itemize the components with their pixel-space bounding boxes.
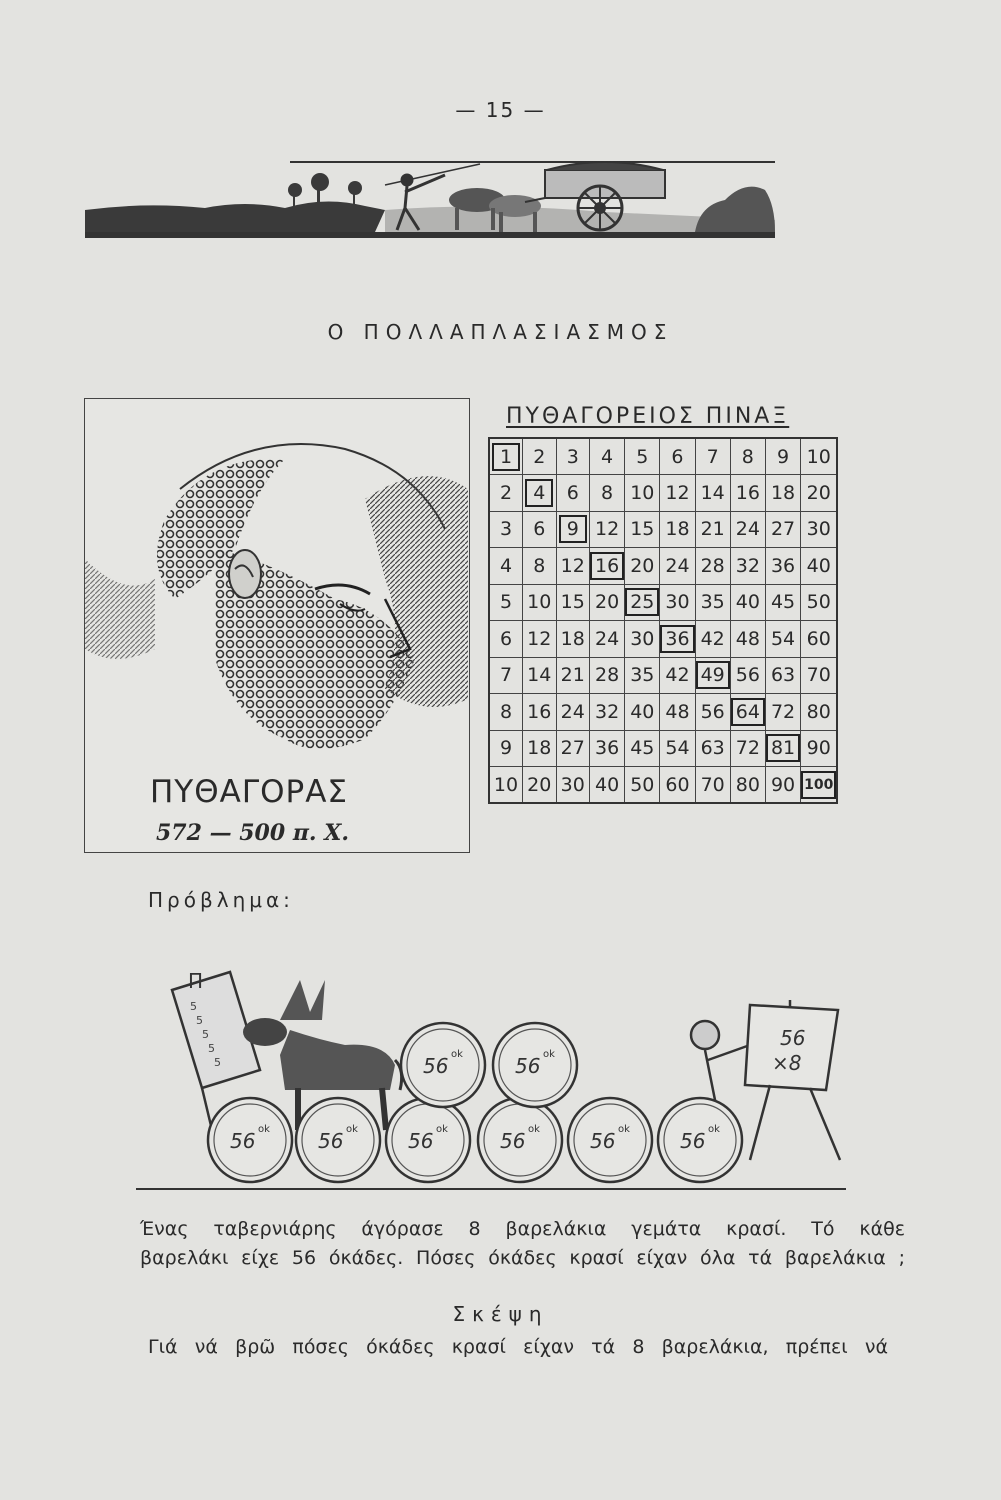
- table-cell: [489, 730, 523, 767]
- table-row: [489, 475, 837, 512]
- table-cell: [523, 548, 557, 585]
- table-row: [489, 511, 837, 548]
- diagonal-square-value: 9: [559, 515, 587, 543]
- barrel-label: 56: [680, 1129, 706, 1153]
- cell-value: 18: [527, 737, 552, 760]
- cell-value: 72: [735, 737, 760, 760]
- svg-text:5: 5: [196, 1014, 203, 1027]
- cell-value: 45: [770, 591, 796, 614]
- table-cell: [801, 584, 838, 621]
- cell-value: 18: [560, 627, 585, 650]
- cell-value: 48: [735, 627, 760, 650]
- table-cell: [489, 584, 523, 621]
- table-cell: [765, 548, 800, 585]
- table-cell: [625, 767, 660, 804]
- table-cell: [730, 730, 765, 767]
- cell-value: 8: [533, 554, 546, 577]
- cell-value: 40: [630, 700, 655, 723]
- table-cell: [556, 438, 590, 475]
- cell-value: 50: [806, 591, 831, 614]
- portrait-dates: 572 — 500 π. Χ.: [156, 820, 349, 846]
- cell-value: 35: [630, 664, 655, 687]
- cell-value: 30: [560, 773, 585, 796]
- problem-label: Πρόβλημα:: [148, 888, 294, 912]
- svg-text:5: 5: [190, 1000, 197, 1013]
- barrel-label: 56: [515, 1054, 541, 1078]
- table-cell: [523, 511, 557, 548]
- portrait-caption: ΠΥΘΑΓΟΡΑΣ: [150, 774, 349, 810]
- table-cell: [489, 694, 523, 731]
- cell-value: 80: [735, 773, 760, 796]
- cell-value: 40: [735, 591, 760, 614]
- table-cell: [765, 657, 800, 694]
- table-cell: [730, 584, 765, 621]
- cell-value: 60: [665, 773, 690, 796]
- table-cell: [523, 694, 557, 731]
- barrel-label: 56: [318, 1129, 344, 1153]
- table-cell: [730, 438, 765, 475]
- table-cell: [801, 694, 838, 731]
- table-cell: [695, 694, 730, 731]
- table-cell: [590, 511, 625, 548]
- cell-value: 24: [560, 700, 585, 723]
- cell-value: 14: [527, 664, 552, 687]
- cell-value: 6: [566, 481, 579, 504]
- cell-value: 18: [770, 481, 796, 504]
- barrel-unit: ok: [258, 1124, 270, 1135]
- cell-value: 15: [630, 518, 655, 541]
- table-row: [489, 657, 837, 694]
- table-cell: [489, 548, 523, 585]
- table-cell: [489, 475, 523, 512]
- table-cell: [556, 657, 590, 694]
- table-cell: [523, 438, 557, 475]
- table-cell: [489, 438, 523, 475]
- table-cell: [556, 511, 590, 548]
- table-cell: [695, 584, 730, 621]
- table-row: [489, 767, 837, 804]
- diagonal-square-value: 81: [766, 734, 800, 762]
- barrel-unit: ok: [543, 1049, 555, 1060]
- barrel: [208, 1098, 292, 1182]
- table-row: [489, 730, 837, 767]
- cell-value: 12: [665, 481, 690, 504]
- table-cell: [730, 511, 765, 548]
- cell-value: 27: [560, 737, 585, 760]
- table-cell: [801, 511, 838, 548]
- cell-value: 54: [665, 737, 690, 760]
- table-cell: [695, 767, 730, 804]
- cell-value: 10: [527, 591, 552, 614]
- table-cell: [625, 438, 660, 475]
- cell-value: 45: [630, 737, 655, 760]
- cell-value: 32: [595, 700, 620, 723]
- cell-value: 5: [636, 445, 649, 468]
- barrel-label: 56: [230, 1129, 256, 1153]
- table-cell: [556, 475, 590, 512]
- table-cell: [660, 548, 695, 585]
- cell-value: 21: [700, 518, 725, 541]
- cell-value: 30: [665, 591, 690, 614]
- cell-value: 63: [700, 737, 725, 760]
- table-cell: [660, 767, 695, 804]
- cell-value: 4: [601, 445, 614, 468]
- table-cell: [695, 657, 730, 694]
- cell-value: 27: [770, 518, 796, 541]
- cell-value: 28: [595, 664, 620, 687]
- table-cell: [695, 548, 730, 585]
- table-cell: [556, 694, 590, 731]
- table-cell: [801, 767, 838, 804]
- cell-value: 40: [595, 773, 620, 796]
- barrel-unit: ok: [528, 1124, 540, 1135]
- table-cell: [730, 694, 765, 731]
- table-cell: [660, 584, 695, 621]
- cell-value: 4: [499, 554, 513, 577]
- cell-value: 12: [595, 518, 620, 541]
- cell-value: 42: [665, 664, 690, 687]
- table-cell: [625, 475, 660, 512]
- svg-text:5: 5: [214, 1056, 221, 1069]
- svg-text:5: 5: [208, 1042, 215, 1055]
- barrel: [568, 1098, 652, 1182]
- cell-value: 24: [735, 518, 760, 541]
- cell-value: 16: [527, 700, 552, 723]
- table-cell: [660, 730, 695, 767]
- easel-top-number: 56: [780, 1026, 806, 1050]
- table-cell: [556, 730, 590, 767]
- table-row: [489, 694, 837, 731]
- cell-value: 7: [706, 445, 719, 468]
- cell-value: 16: [735, 481, 760, 504]
- table-cell: [695, 621, 730, 658]
- cell-value: 36: [595, 737, 620, 760]
- diagonal-square-value: 64: [731, 698, 765, 726]
- table-cell: [765, 621, 800, 658]
- table-cell: [590, 438, 625, 475]
- cell-value: 9: [776, 445, 790, 468]
- table-cell: [730, 767, 765, 804]
- diagonal-square-value: 16: [590, 552, 624, 580]
- page-number: — 15 —: [455, 98, 546, 122]
- table-cell: [556, 548, 590, 585]
- table-cell: [660, 475, 695, 512]
- barrel-label: 56: [423, 1054, 449, 1078]
- cell-value: 54: [770, 627, 796, 650]
- table-cell: [660, 511, 695, 548]
- barrel-label: 56: [408, 1129, 434, 1153]
- cell-value: 20: [630, 554, 655, 577]
- cell-value: 35: [700, 591, 725, 614]
- barrel: [658, 1098, 742, 1182]
- table-cell: [489, 657, 523, 694]
- diagonal-square-value: 25: [625, 588, 659, 616]
- barrels-illustration: [150, 960, 850, 1190]
- think-heading: Σκέψη: [452, 1302, 549, 1326]
- cell-value: 6: [671, 445, 684, 468]
- table-cell: [695, 730, 730, 767]
- cell-value: 10: [630, 481, 655, 504]
- table-cell: [801, 548, 838, 585]
- table-cell: [625, 657, 660, 694]
- table-cell: [556, 767, 590, 804]
- table-cell: [801, 438, 838, 475]
- cell-value: 30: [630, 627, 655, 650]
- table-cell: [801, 730, 838, 767]
- table-cell: [730, 548, 765, 585]
- table-cell: [489, 621, 523, 658]
- cell-value: 90: [770, 773, 796, 796]
- cell-value: 12: [527, 627, 552, 650]
- table-row: [489, 548, 837, 585]
- table-cell: [730, 475, 765, 512]
- table-row: [489, 438, 837, 475]
- table-cell: [730, 657, 765, 694]
- cell-value: 10: [806, 445, 831, 468]
- barrel-unit: ok: [436, 1124, 448, 1135]
- cell-value: 6: [533, 518, 546, 541]
- svg-text:5: 5: [202, 1028, 209, 1041]
- table-cell: [590, 730, 625, 767]
- table-cell: [590, 475, 625, 512]
- table-cell: [660, 438, 695, 475]
- cell-value: 60: [806, 627, 831, 650]
- cell-value: 20: [527, 773, 552, 796]
- table-cell: [590, 621, 625, 658]
- table-cell: [695, 511, 730, 548]
- cell-value: 48: [665, 700, 690, 723]
- cell-value: 14: [700, 481, 725, 504]
- barrel: [493, 1023, 577, 1107]
- cell-value: 18: [665, 518, 690, 541]
- cell-value: 8: [499, 700, 513, 723]
- table-cell: [590, 694, 625, 731]
- cell-value: 20: [806, 481, 831, 504]
- diagonal-square-value: 49: [696, 661, 730, 689]
- table-cell: [695, 438, 730, 475]
- table-cell: [590, 548, 625, 585]
- cell-value: 72: [770, 700, 796, 723]
- table-cell: [489, 767, 523, 804]
- barrel-label: 56: [500, 1129, 526, 1153]
- table-cell: [489, 511, 523, 548]
- cell-value: 70: [806, 664, 831, 687]
- diagonal-square-value: 36: [660, 625, 694, 653]
- cell-value: 42: [700, 627, 725, 650]
- problem-text-line-2: βαρελάκι είχε 56 όκάδες. Πόσες όκάδες κρασί είχαν όλα τά βαρελάκια ;: [140, 1247, 905, 1269]
- sign-letter: Π: [188, 969, 204, 993]
- barrel: [478, 1098, 562, 1182]
- table-row: [489, 584, 837, 621]
- ground-line: [136, 1188, 846, 1190]
- barrel-label: 56: [590, 1129, 616, 1153]
- pythagorean-table: [488, 437, 838, 804]
- problem-text-line-1: Ένας ταβερνιάρης άγόρασε 8 βαρελάκια γεμάτα κρασί. Τό κάθε: [140, 1218, 905, 1240]
- cell-value: 3: [499, 518, 513, 541]
- table-cell: [523, 475, 557, 512]
- cell-value: 20: [595, 591, 620, 614]
- cell-value: 2: [499, 481, 513, 504]
- table-cell: [801, 657, 838, 694]
- table-cell: [625, 621, 660, 658]
- table-cell: [765, 475, 800, 512]
- table-cell: [765, 584, 800, 621]
- table-cell: [590, 584, 625, 621]
- cell-value: 10: [493, 773, 519, 796]
- cell-value: 56: [700, 700, 725, 723]
- table-cell: [523, 584, 557, 621]
- table-cell: [556, 621, 590, 658]
- diagonal-square-value: 100: [801, 771, 836, 799]
- cell-value: 28: [700, 554, 725, 577]
- table-cell: [695, 475, 730, 512]
- cell-value: 32: [735, 554, 760, 577]
- cell-value: 24: [665, 554, 690, 577]
- easel-bottom-number: ×8: [772, 1051, 802, 1075]
- table-cell: [660, 621, 695, 658]
- cell-value: 63: [770, 664, 796, 687]
- table-title: ΠΥΘΑΓΟΡΕΙΟΣ ΠΙΝΑΞ: [506, 404, 790, 429]
- table-cell: [801, 621, 838, 658]
- table-cell: [625, 694, 660, 731]
- table-cell: [765, 438, 800, 475]
- cell-value: 2: [533, 445, 546, 468]
- barrel: [296, 1098, 380, 1182]
- table-cell: [523, 621, 557, 658]
- cell-value: 3: [566, 445, 579, 468]
- table-cell: [765, 511, 800, 548]
- barrel: [401, 1023, 485, 1107]
- table-cell: [625, 548, 660, 585]
- barrel-unit: ok: [346, 1124, 358, 1135]
- barrel: [386, 1098, 470, 1182]
- table-cell: [523, 657, 557, 694]
- cell-value: 40: [806, 554, 831, 577]
- table-cell: [660, 694, 695, 731]
- table-cell: [660, 657, 695, 694]
- table-cell: [523, 730, 557, 767]
- section-title: Ο ΠΟΛΛΑΠΛΑΣΙΑΣΜΟΣ: [327, 320, 674, 344]
- think-text-line-1: Γιά νά βρῶ πόσες όκάδες κρασί είχαν τά 8 βαρελάκια, πρέπει νά: [148, 1336, 888, 1358]
- cell-value: 70: [700, 773, 725, 796]
- table-cell: [590, 657, 625, 694]
- farm-banner-illustration: [85, 150, 780, 245]
- cell-value: 21: [560, 664, 585, 687]
- cell-value: 5: [499, 591, 513, 614]
- table-cell: [590, 767, 625, 804]
- cell-value: 30: [806, 518, 831, 541]
- table-cell: [730, 621, 765, 658]
- cell-value: 6: [499, 627, 513, 650]
- cell-value: 24: [595, 627, 620, 650]
- table-cell: [625, 584, 660, 621]
- cell-value: 12: [560, 554, 585, 577]
- table-cell: [556, 584, 590, 621]
- diagonal-square-value: 1: [492, 443, 520, 471]
- cell-value: 56: [735, 664, 760, 687]
- cell-value: 50: [630, 773, 655, 796]
- table-cell: [625, 730, 660, 767]
- table-cell: [765, 694, 800, 731]
- cell-value: 9: [499, 737, 513, 760]
- barrel-unit: ok: [618, 1124, 630, 1135]
- cell-value: 80: [806, 700, 831, 723]
- table-cell: [801, 475, 838, 512]
- barrel-unit: ok: [708, 1124, 720, 1135]
- cell-value: 8: [741, 445, 754, 468]
- cell-value: 36: [770, 554, 796, 577]
- table-cell: [523, 767, 557, 804]
- table-row: [489, 621, 837, 658]
- diagonal-square-value: 4: [525, 479, 553, 507]
- barrel-unit: ok: [451, 1049, 463, 1060]
- cell-value: 15: [560, 591, 585, 614]
- cell-value: 8: [601, 481, 614, 504]
- table-cell: [765, 730, 800, 767]
- table-cell: [765, 767, 800, 804]
- cell-value: 7: [499, 664, 513, 687]
- cell-value: 90: [806, 737, 831, 760]
- table-cell: [625, 511, 660, 548]
